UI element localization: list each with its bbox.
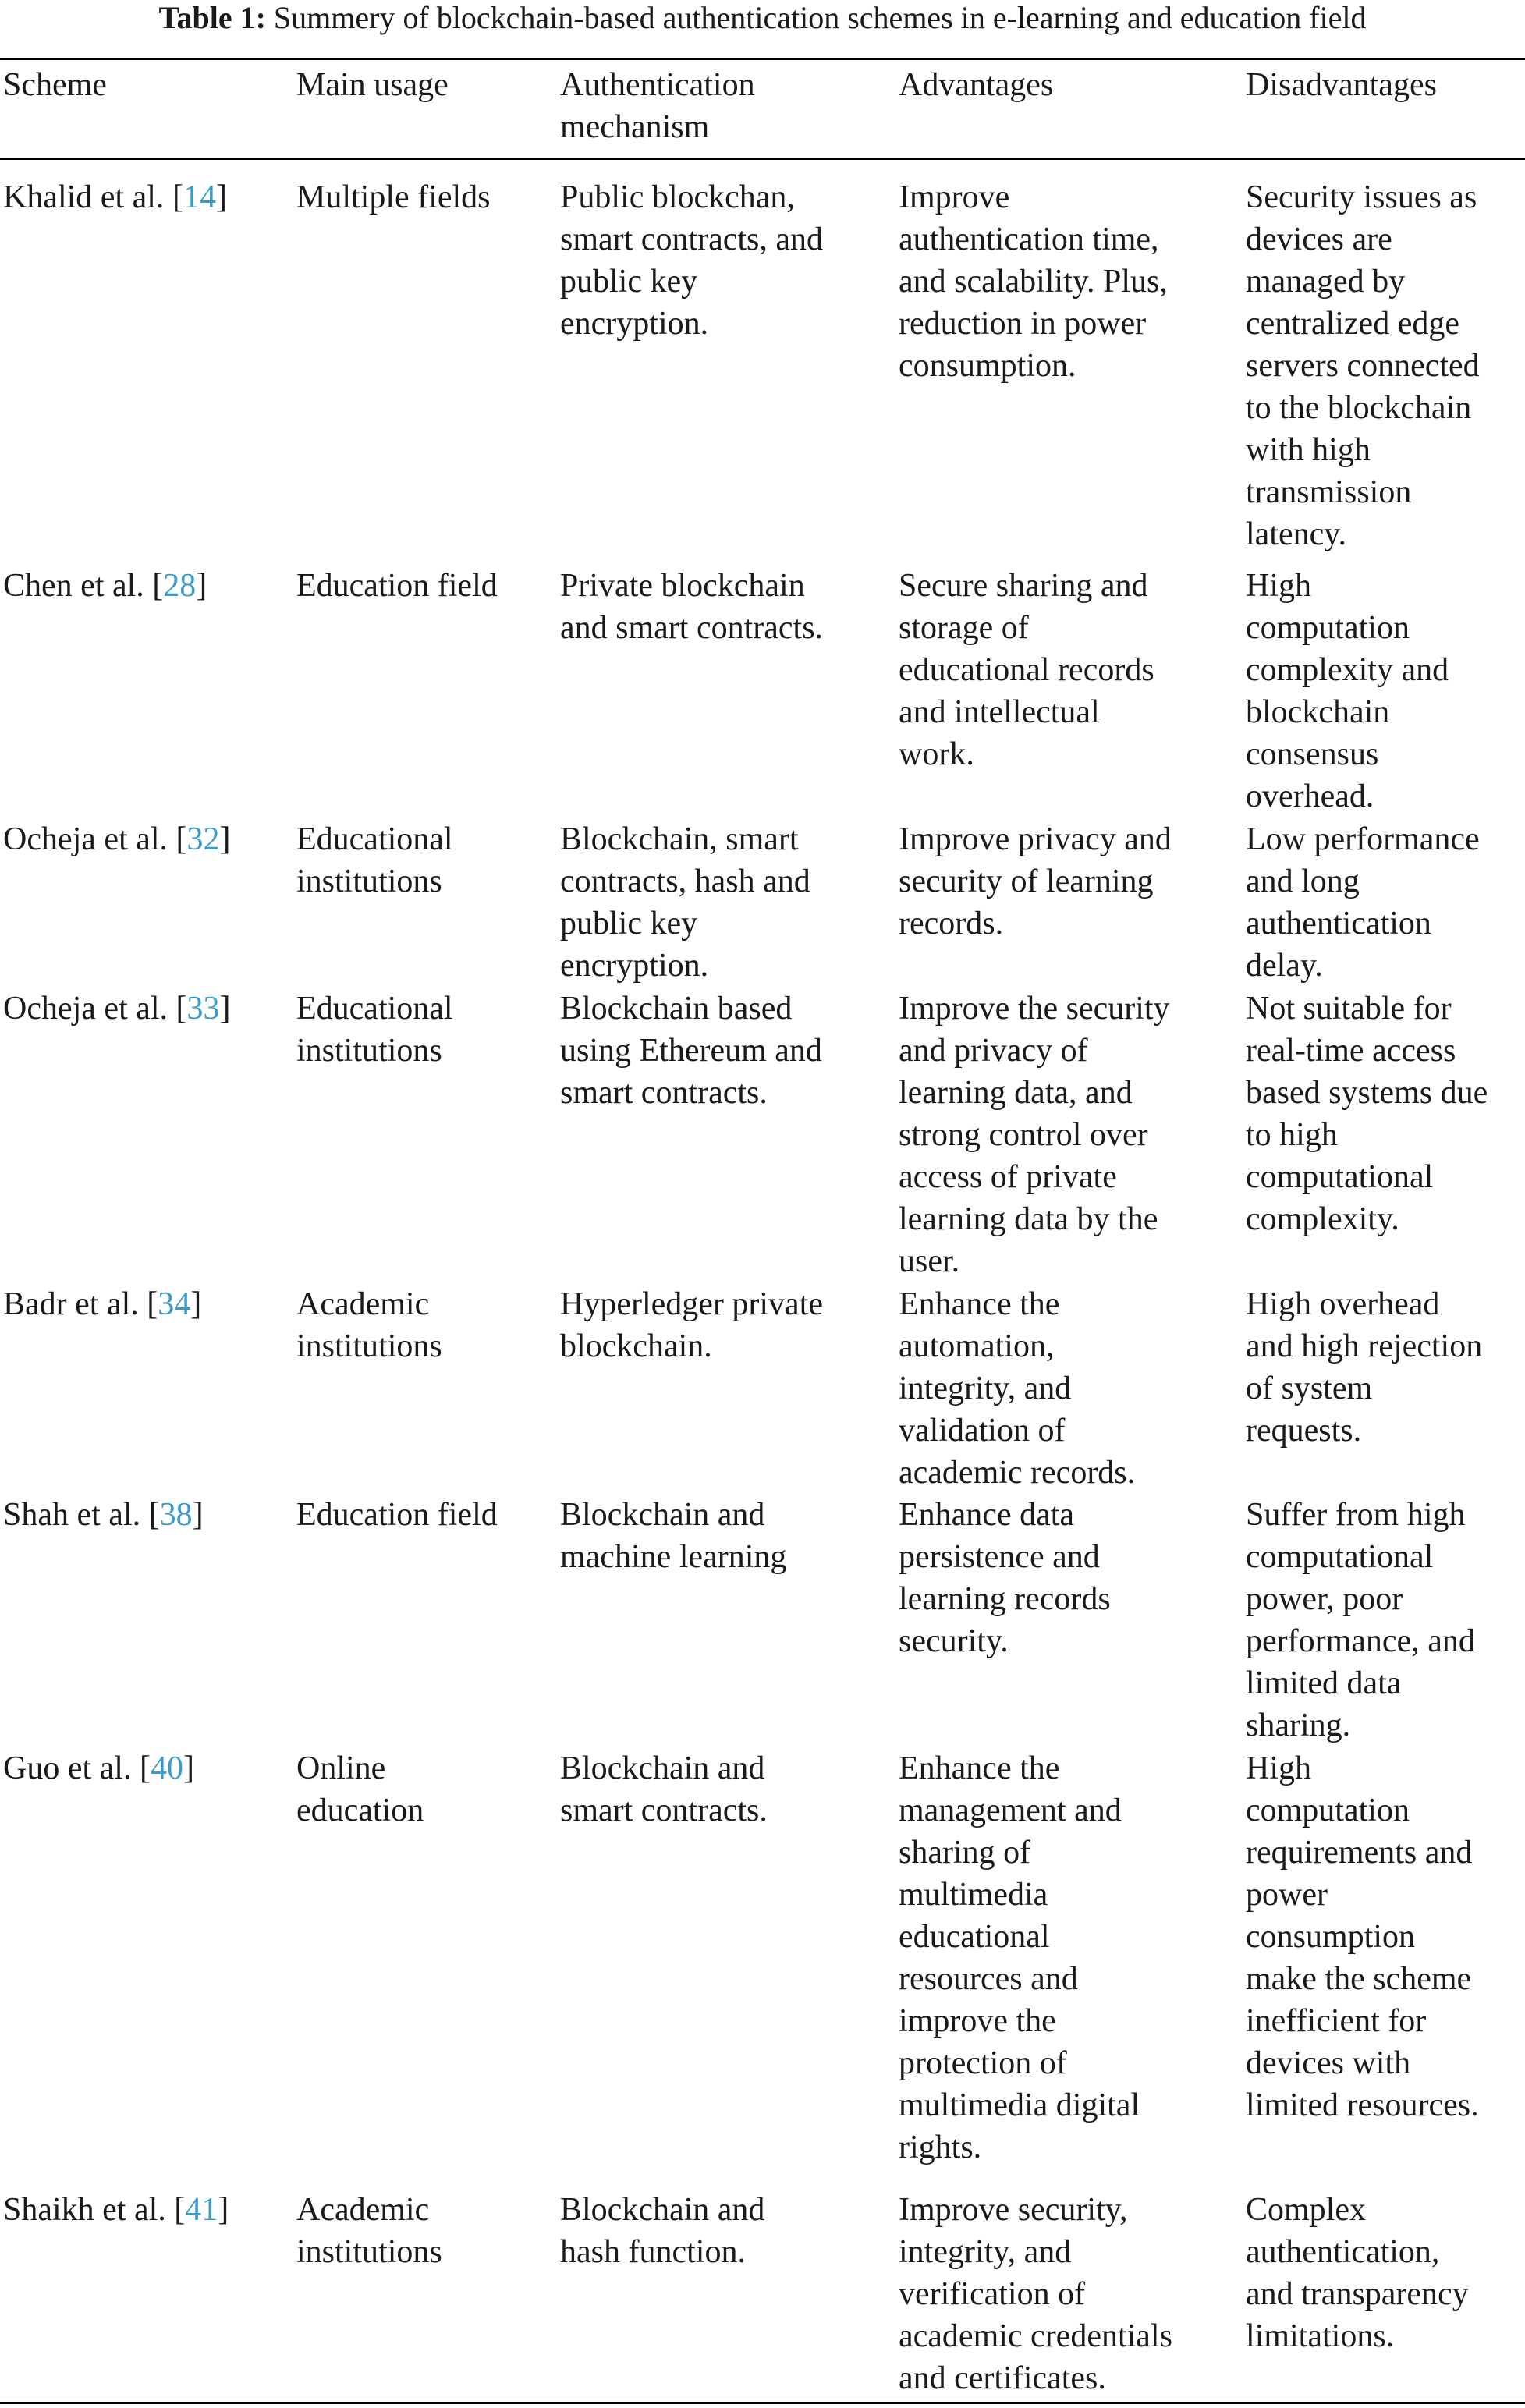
author-text: Ocheja et al. bbox=[3, 821, 168, 857]
usage-cell: Academic institutions bbox=[296, 1286, 442, 1364]
disadvantages-cell: High computation complexity and blockchain consensus overhead. bbox=[1246, 568, 1449, 814]
scheme-cell: Shaikh et al. [41] bbox=[3, 2192, 229, 2228]
mechanism-cell: Public blockchan, smart contracts, and public key encryption. bbox=[560, 179, 824, 342]
bottom-rule bbox=[0, 2402, 1525, 2404]
col-header-disadvantages: Disadvantages bbox=[1246, 67, 1437, 103]
scheme-cell: Chen et al. [28] bbox=[3, 568, 207, 604]
citation-link[interactable]: 33 bbox=[186, 991, 220, 1027]
usage-cell: Multiple fields bbox=[296, 179, 491, 215]
mechanism-cell: Private blockchain and smart contracts. bbox=[560, 568, 824, 646]
disadvantages-cell: High computation requirements and power consumption make the scheme inefficient for devices with limited resources. bbox=[1246, 1750, 1479, 2123]
disadvantages-cell: High overhead and high rejection of system requests. bbox=[1246, 1286, 1483, 1449]
citation-link[interactable]: 38 bbox=[159, 1497, 193, 1533]
header-rule bbox=[0, 158, 1525, 160]
author-text: Chen et al. bbox=[3, 568, 144, 604]
mechanism-cell: Hyperledger private blockchain. bbox=[560, 1286, 824, 1364]
scheme-cell: Khalid et al. [14] bbox=[3, 179, 227, 215]
author-text: Badr et al. bbox=[3, 1286, 139, 1322]
advantages-cell: Improve authentication time, and scalability. Plus, reduction in power consumption. bbox=[899, 179, 1168, 384]
disadvantages-cell: Complex authentication, and transparency limitations. bbox=[1246, 2192, 1469, 2354]
advantages-cell: Improve security, integrity, and verification of academic credentials and certificates. bbox=[899, 2192, 1172, 2396]
usage-cell: Academic institutions bbox=[296, 2192, 442, 2270]
mechanism-cell: Blockchain based using Ethereum and smart contracts. bbox=[560, 991, 822, 1111]
caption-text: Summery of blockchain-based authentication schemes in e-learning and education field bbox=[273, 0, 1367, 35]
advantages-cell: Enhance the automation, integrity, and validation of academic records. bbox=[899, 1286, 1136, 1491]
scheme-cell: Badr et al. [34] bbox=[3, 1286, 202, 1322]
disadvantages-cell: Not suitable for real-time access based systems due to high computational complexity. bbox=[1246, 991, 1488, 1237]
col-header-advantages: Advantages bbox=[899, 67, 1054, 103]
citation-link[interactable]: 14 bbox=[183, 179, 216, 215]
usage-cell: Educational institutions bbox=[296, 991, 453, 1069]
advantages-cell: Enhance the management and sharing of multimedia educational resources and improve the protection of multimedia digital rights. bbox=[899, 1750, 1140, 2165]
author-text: Khalid et al. bbox=[3, 179, 165, 215]
author-text: Guo et al. bbox=[3, 1750, 132, 1786]
citation-link[interactable]: 41 bbox=[185, 2192, 218, 2228]
mechanism-cell: Blockchain, smart contracts, hash and public key encryption. bbox=[560, 821, 810, 984]
author-text: Shah et al. bbox=[3, 1497, 141, 1533]
scheme-cell: Shah et al. [38] bbox=[3, 1497, 204, 1533]
table-caption bbox=[0, 0, 1525, 36]
citation-link[interactable]: 28 bbox=[163, 568, 197, 604]
citation-link[interactable]: 32 bbox=[186, 821, 220, 857]
usage-cell: Online education bbox=[296, 1750, 424, 1828]
caption-label: Table 1: bbox=[158, 0, 266, 35]
scheme-cell: Guo et al. [40] bbox=[3, 1750, 194, 1786]
usage-cell: Education field bbox=[296, 568, 498, 604]
mechanism-cell: Blockchain and machine learning bbox=[560, 1497, 787, 1575]
col-header-main-usage: Main usage bbox=[296, 67, 449, 103]
advantages-cell: Enhance data persistence and learning records security. bbox=[899, 1497, 1111, 1659]
usage-cell: Educational institutions bbox=[296, 821, 453, 899]
author-text: Shaikh et al. bbox=[3, 2192, 166, 2228]
top-rule bbox=[0, 58, 1525, 60]
author-text: Ocheja et al. bbox=[3, 991, 168, 1027]
citation-link[interactable]: 34 bbox=[158, 1286, 191, 1322]
advantages-cell: Secure sharing and storage of educational records and intellectual work. bbox=[899, 568, 1154, 772]
mechanism-cell: Blockchain and hash function. bbox=[560, 2192, 765, 2270]
advantages-cell: Improve the security and privacy of learning data, and strong control over access of private learning data by the user. bbox=[899, 991, 1170, 1279]
col-header-scheme: Scheme bbox=[3, 67, 107, 103]
scheme-cell: Ocheja et al. [33] bbox=[3, 991, 231, 1027]
citation-link[interactable]: 40 bbox=[150, 1750, 183, 1786]
scheme-cell: Ocheja et al. [32] bbox=[3, 821, 231, 857]
usage-cell: Education field bbox=[296, 1497, 498, 1533]
disadvantages-cell: Suffer from high computational power, poor performance, and limited data sharing. bbox=[1246, 1497, 1475, 1743]
col-header-auth-mechanism: Authentication mechanism bbox=[560, 67, 755, 145]
disadvantages-cell: Security issues as devices are managed by centralized edge servers connected to the blockchain with high transmission latency. bbox=[1246, 179, 1480, 552]
disadvantages-cell: Low performance and long authentication delay. bbox=[1246, 821, 1480, 984]
mechanism-cell: Blockchain and smart contracts. bbox=[560, 1750, 768, 1828]
advantages-cell: Improve privacy and security of learning records. bbox=[899, 821, 1172, 942]
